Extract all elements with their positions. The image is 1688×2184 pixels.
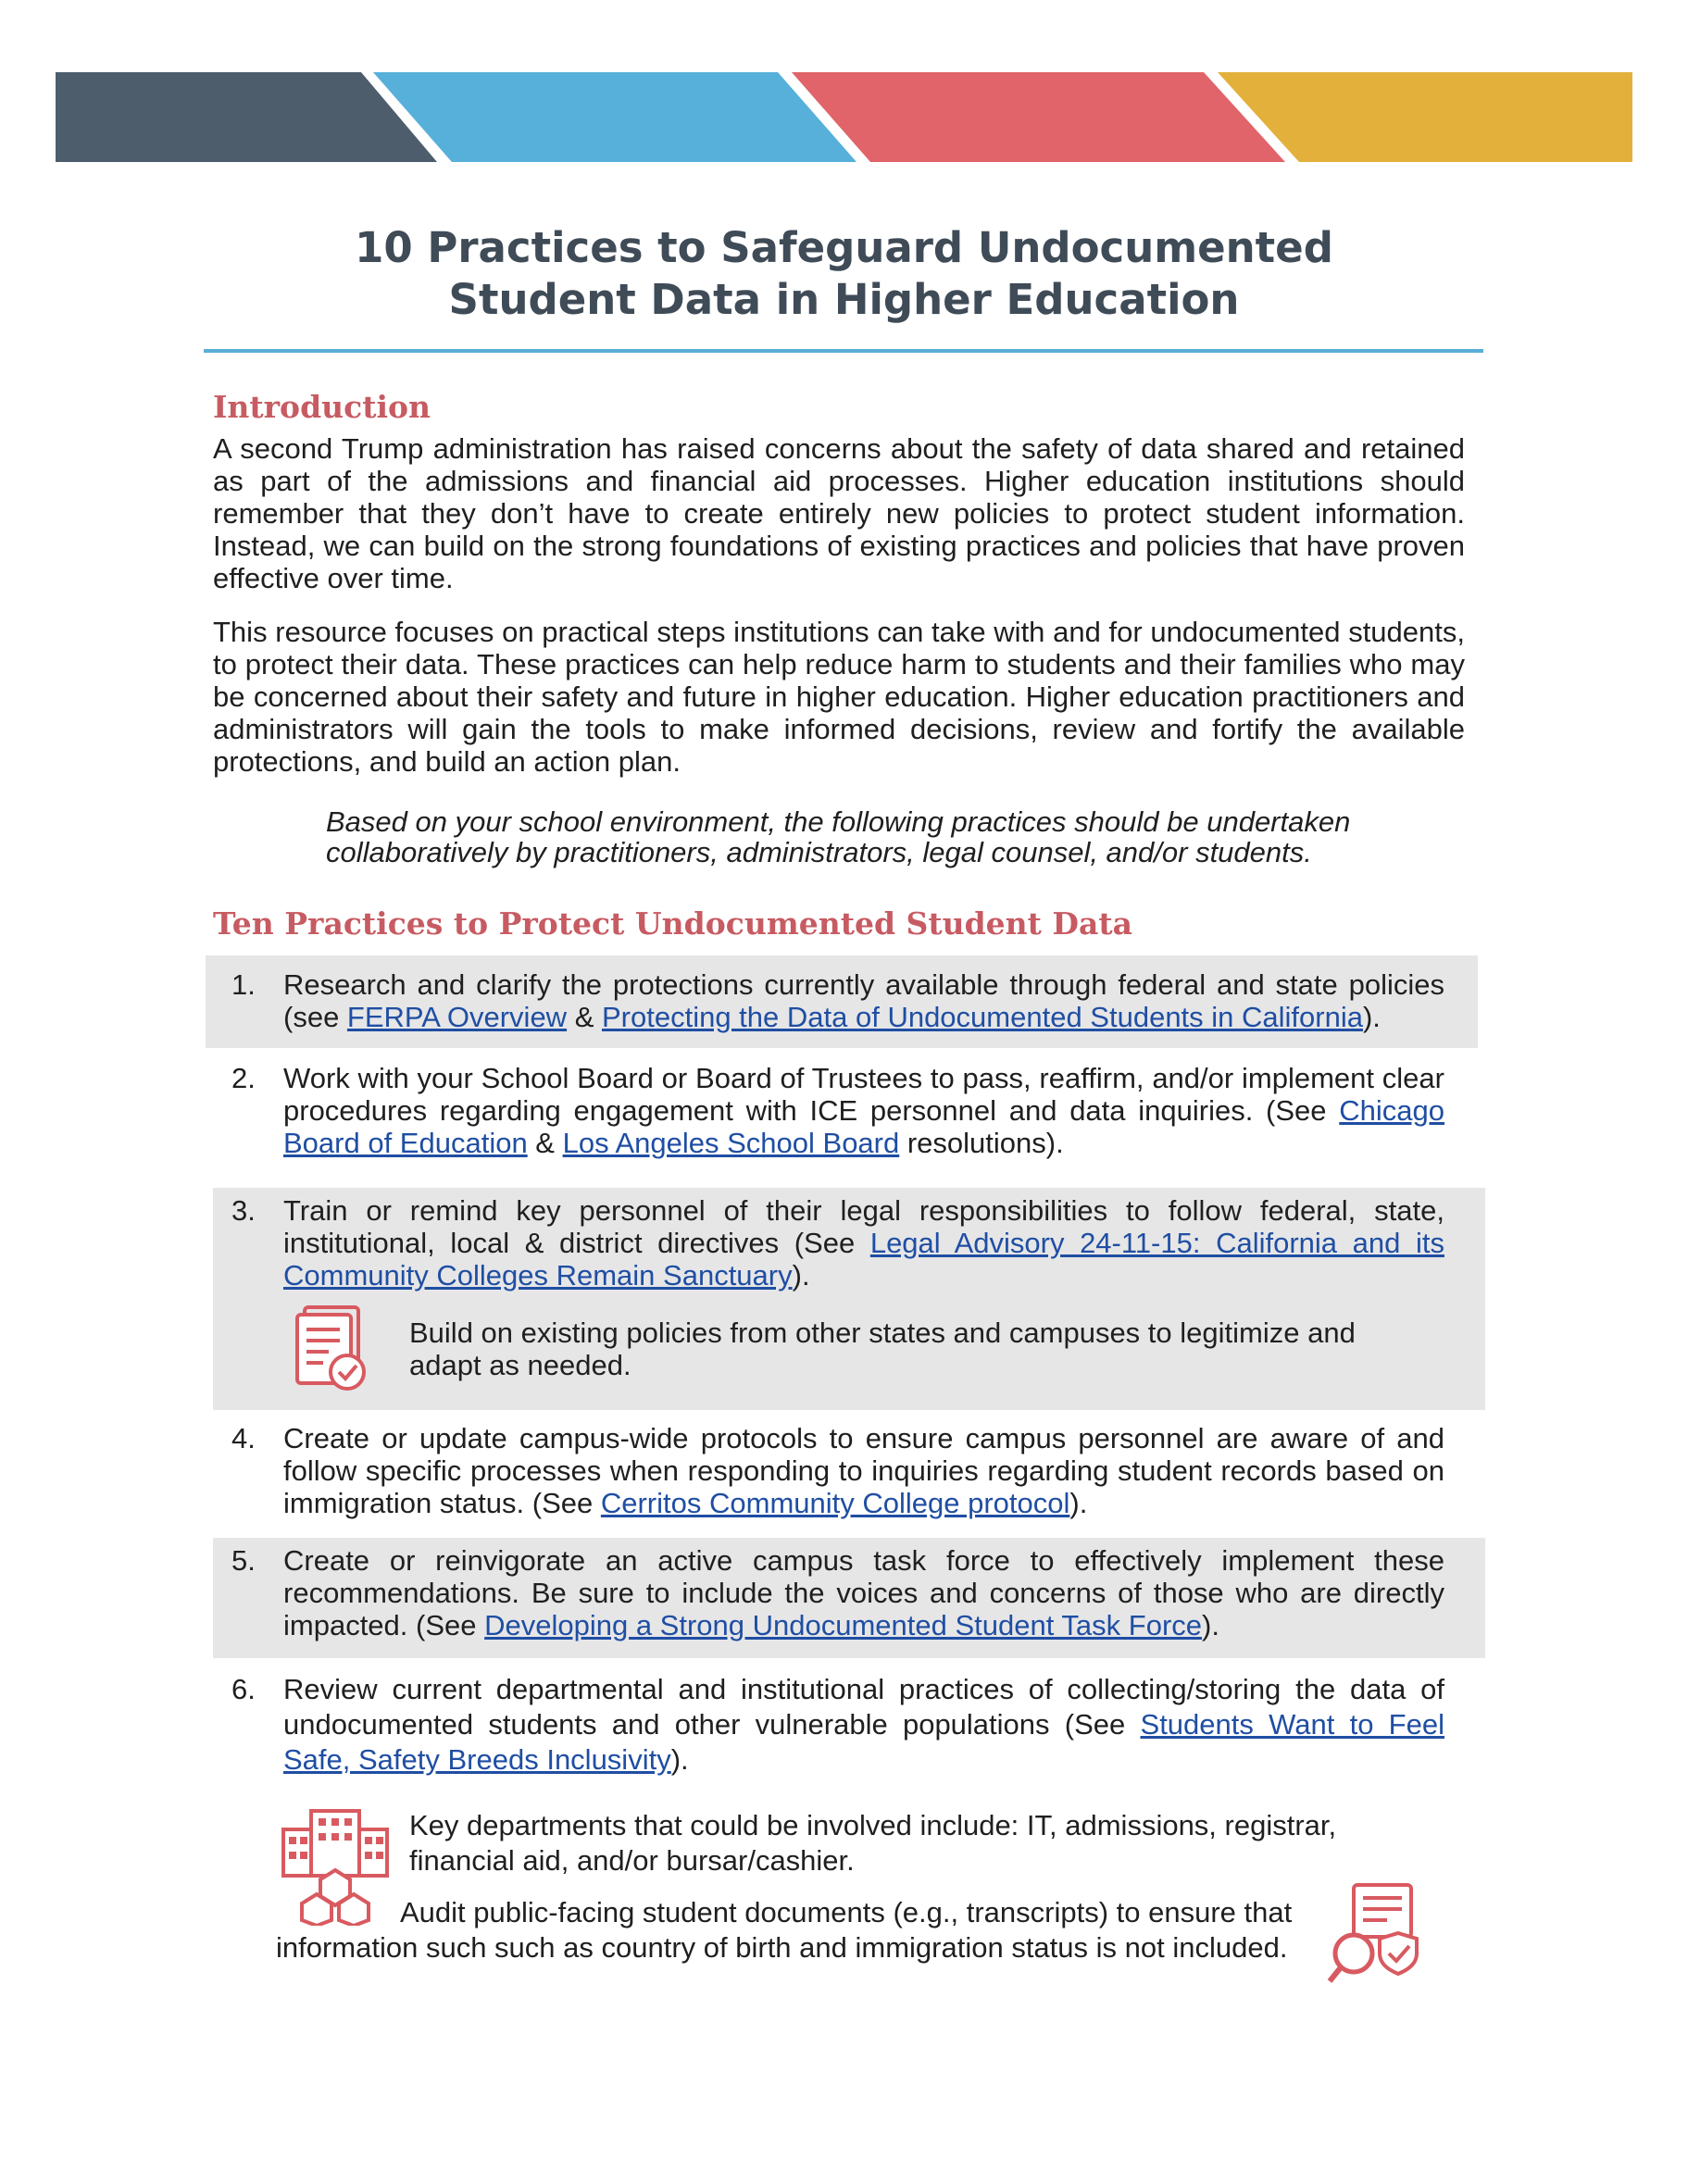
- key-departments-note: Key departments that could be involved include: IT, admissions, registrar, financial aid, and/or bursar/cashier.: [409, 1809, 1337, 1877]
- practices-heading: Ten Practices to Protect Undocumented Student Data: [213, 905, 1133, 942]
- build-on-policies-note: Build on existing policies from other states and campuses to legitimize and adapt as needed.: [409, 1317, 1356, 1381]
- item-number: 3.: [231, 1194, 256, 1227]
- audit-note-line-1: Audit public-facing student documents (e.g., transcripts) to ensure that: [400, 1896, 1293, 1928]
- intro-paragraph-2: This resource focuses on practical steps institutions can take with and for undocumented students, to protect their data. These practices can help reduce harm to students and their families who may be concerned about their safety and future in higher education. Higher education practitioners and administrators will gain the tools to make informed decisions, review and fortify the available protections, and build an action plan.: [213, 616, 1465, 778]
- collaboration-note: Based on your school environment, the following practices should be undertaken collaboratively by practitioners, administrators, legal counsel, and/or students.: [326, 805, 1351, 868]
- item-number: 4.: [231, 1422, 256, 1454]
- chicago-board-link[interactable]: Chicago Board of Education: [283, 1094, 1444, 1159]
- item-text: Train or remind key personnel of their legal responsibilities to follow federal, state, institutional, local & district directives (See Legal Advisory 24-11-15: California and its Community Colleges Remain Sanctuary).: [283, 1194, 1444, 1292]
- color-band-banner: [0, 0, 1688, 185]
- policy-document-icon: [292, 1304, 375, 1396]
- title-line-2: Student Data in Higher Education: [448, 275, 1240, 324]
- banner-coral-segment: [792, 72, 1285, 162]
- document-audit-icon: [1326, 1879, 1432, 1986]
- banner-slate-segment: [56, 72, 437, 162]
- item-number: 6.: [231, 1673, 256, 1705]
- task-force-link[interactable]: Developing a Strong Undocumented Student Task Force: [484, 1609, 1203, 1641]
- banner-gold-segment: [1218, 72, 1632, 162]
- protecting-data-california-link[interactable]: Protecting the Data of Undocumented Students in California: [601, 1001, 1363, 1033]
- cerritos-protocol-link[interactable]: Cerritos Community College protocol: [600, 1487, 1070, 1519]
- intro-paragraph-1: A second Trump administration has raised concerns about the safety of data shared and retained as part of the admissions and financial aid processes. Higher education institutions should remember that they don’t have to create entirely new policies to protect student information. Instead, we can build on the strong foundations of existing practices and policies that have proven effective over time.: [213, 432, 1465, 594]
- item-number: 1.: [231, 968, 256, 1001]
- page-title: [0, 222, 1688, 326]
- audit-note-line-2: information such such as country of birth and immigration status is not included.: [276, 1931, 1288, 1964]
- legal-advisory-link[interactable]: Legal Advisory 24-11-15: California and its Community Colleges Remain Sanctuary: [283, 1227, 1444, 1292]
- item-number: 2.: [231, 1062, 256, 1094]
- item-text: Work with your School Board or Board of Trustees to pass, reaffirm, and/or implement clear procedures regarding engagement with ICE personnel and data inquiries. (See Chicago Board of Education & Los Angeles School Board resolutions).: [283, 1062, 1444, 1159]
- campus-building-icon: [280, 1805, 391, 1926]
- students-feel-safe-link[interactable]: Students Want to Feel Safe, Safety Breeds Inclusivity: [283, 1708, 1444, 1776]
- intro-heading: Introduction: [213, 389, 431, 425]
- item-number: 5.: [231, 1544, 256, 1577]
- item-text: Review current departmental and institutional practices of collecting/storing the data of undocumented students and other vulnerable populations (See Students Want to Feel Safe, Safety Breeds Inclusivity).: [283, 1673, 1444, 1776]
- item-text: Research and clarify the protections currently available through federal and state policies (see FERPA Overview & Protecting the Data of Undocumented Students in California).: [283, 968, 1444, 1033]
- los-angeles-board-link[interactable]: Los Angeles School Board: [562, 1127, 900, 1159]
- title-divider: [204, 349, 1483, 353]
- item-text: Create or update campus-wide protocols to ensure campus personnel are aware of and follow specific processes when responding to inquiries regarding student records based on immigration status. (See Cerritos Community College protocol).: [283, 1422, 1444, 1519]
- item-text: Create or reinvigorate an active campus task force to effectively implement these recommendations. Be sure to include the voices and concerns of those who are directly impacted. (See Developing a Strong Undocumented Student Task Force).: [283, 1544, 1444, 1641]
- banner-blue-segment: [373, 72, 857, 162]
- ferpa-overview-link[interactable]: FERPA Overview: [346, 1001, 568, 1033]
- title-line-1: 10 Practices to Safeguard Undocumented: [355, 223, 1333, 272]
